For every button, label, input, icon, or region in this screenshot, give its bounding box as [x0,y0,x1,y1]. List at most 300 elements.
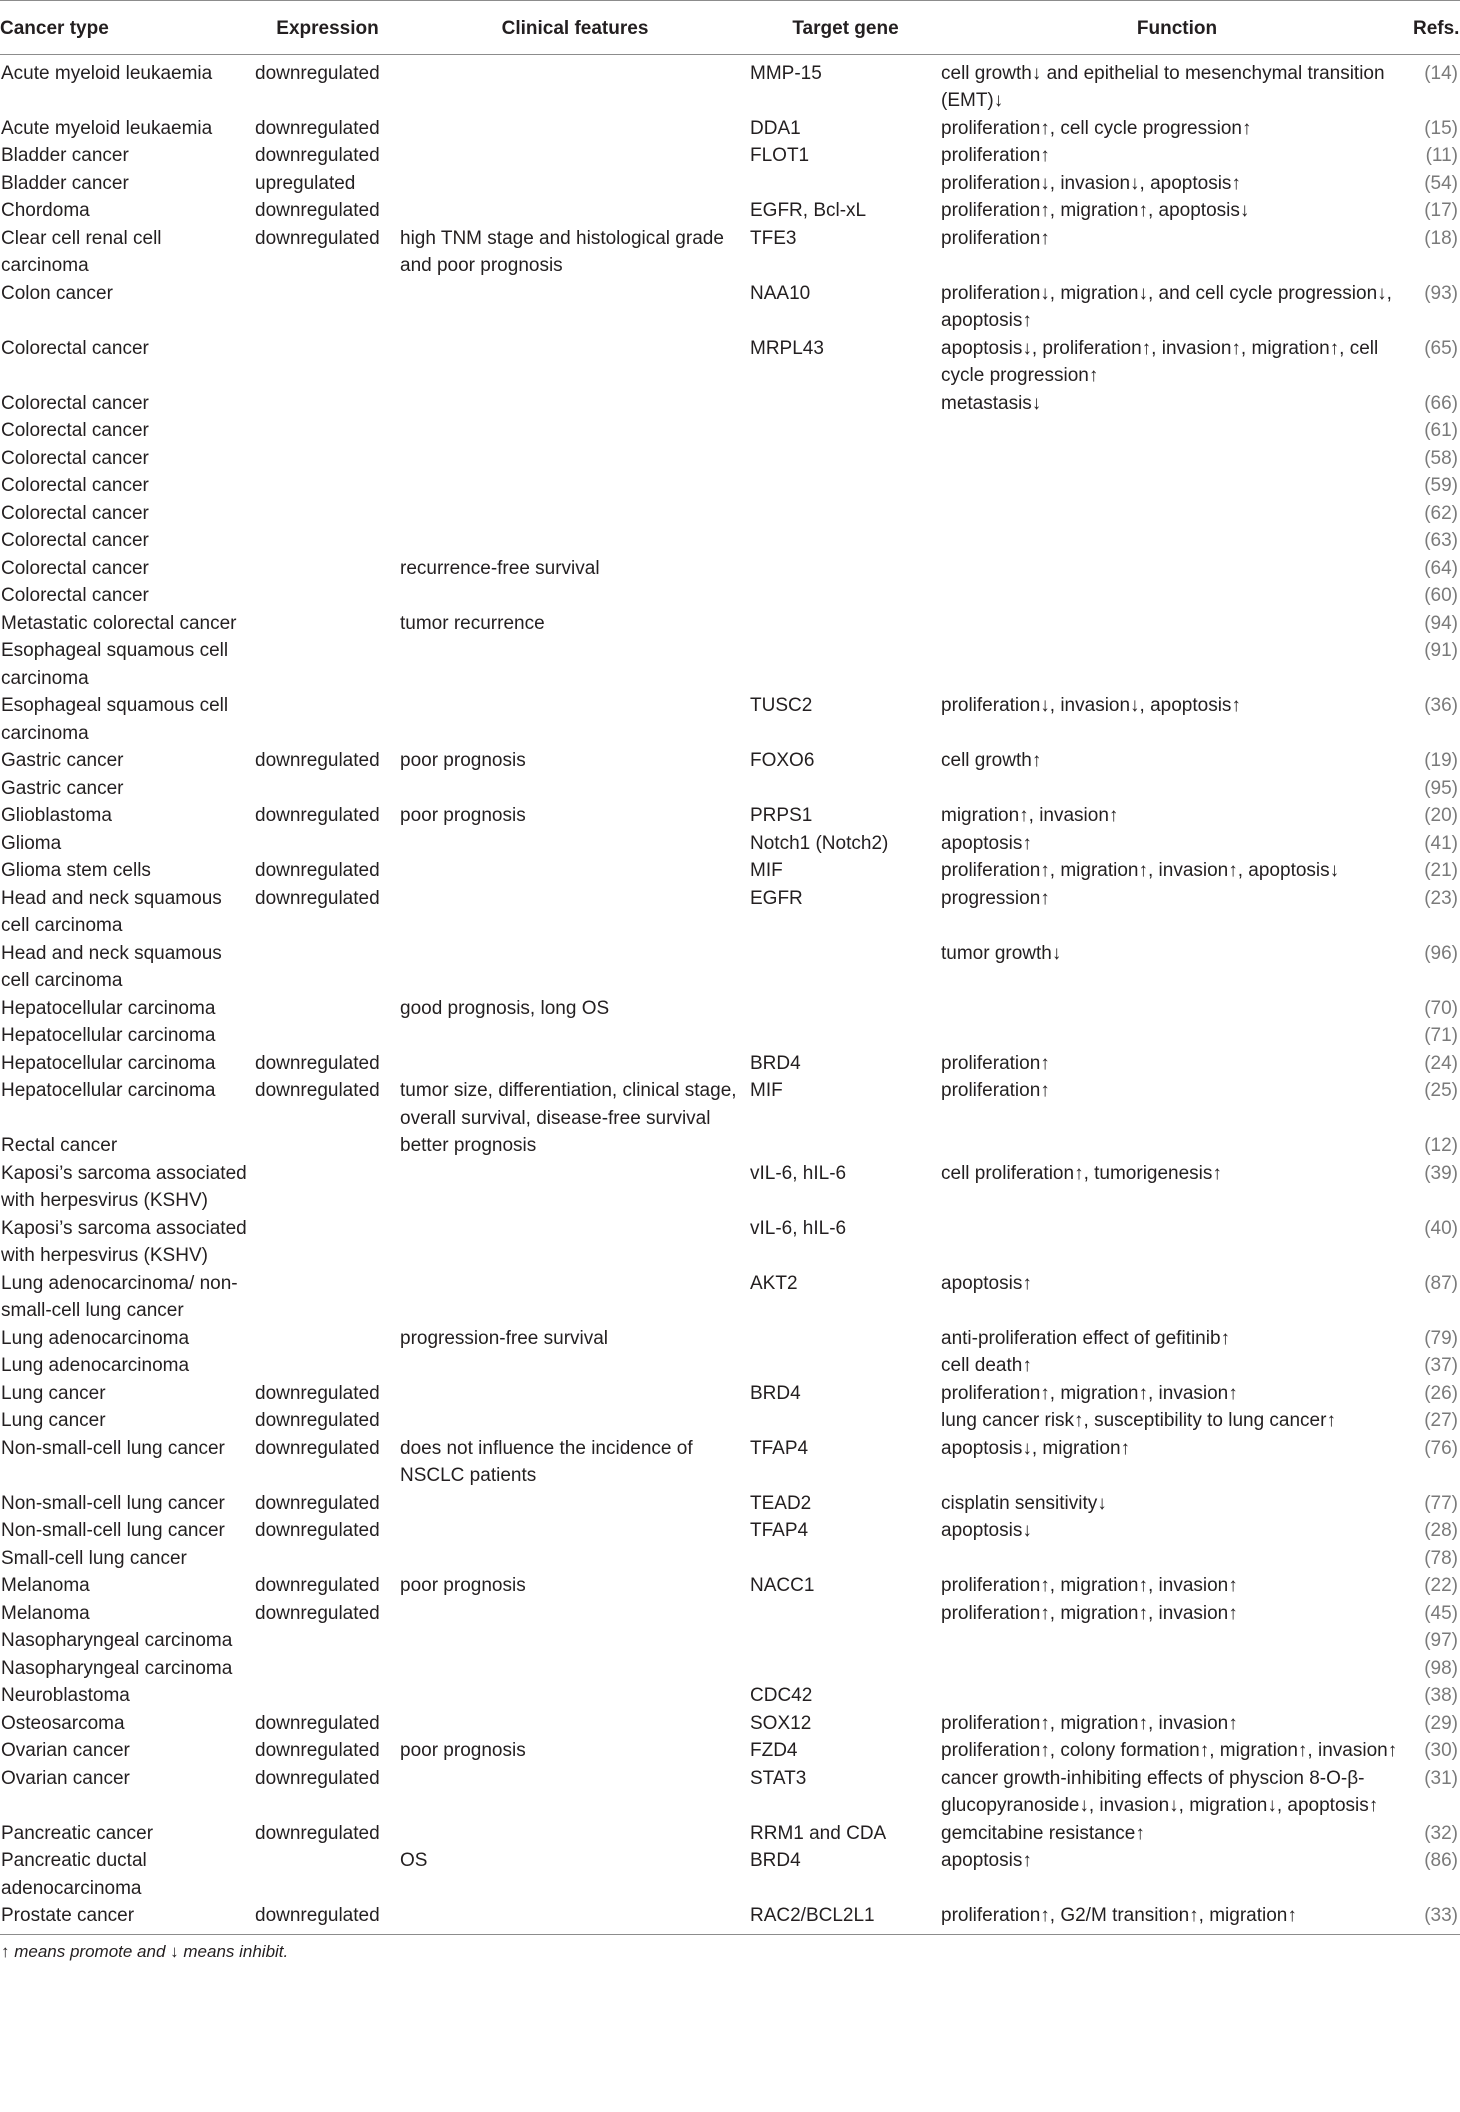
cell-clinical-features: poor prognosis [400,1575,526,1596]
cell-function [941,1545,1413,1573]
cell-target-gene: NAA10 [750,282,811,304]
cell-cancer-type: Glioblastoma [1,805,112,826]
cell-cancer-type: Lung cancer [1,1382,106,1404]
cell-function: proliferation↑, migration↑, invasion↑ [941,1382,1238,1404]
cell-function: proliferation↑, migration↑, invasion↑ [941,1575,1238,1596]
cell-refs: (33) [1424,1905,1458,1926]
table-row [0,1022,1460,1050]
cell-expression [255,555,400,583]
cell-refs: (40) [1424,1217,1458,1239]
table-row [0,54,1460,115]
cell-clinical-features [400,1545,750,1573]
cell-function: proliferation↑, migration↑, apoptosis↓ [941,200,1250,221]
cell-refs: (58) [1424,447,1458,469]
table-row [0,775,1460,803]
cell-function: anti-proliferation effect of gefitinib↑ [941,1327,1231,1349]
cell-refs: (91) [1424,640,1458,661]
cell-target-gene [750,582,941,610]
cell-clinical-features [400,637,750,692]
cell-clinical-features [400,170,750,198]
header-function: Function [941,1,1413,55]
cell-cancer-type: Non-small-cell lung cancer [1,1437,225,1459]
cell-cancer-type: Glioma [1,832,62,854]
cell-refs: (65) [1424,337,1458,359]
table-row [0,1215,1460,1270]
cell-expression [255,830,400,858]
cell-clinical-features [400,280,750,335]
table-row [0,555,1460,583]
cell-function: proliferation↑, colony formation↑, migration↑, invasion↑ [941,1740,1398,1761]
cell-clinical-features [400,857,750,885]
table-header-row [0,1,1460,55]
cell-target-gene [750,1352,941,1380]
table-row [0,500,1460,528]
cell-clinical-features [400,54,750,115]
cell-cancer-type: Small-cell lung cancer [1,1547,187,1569]
cell-clinical-features [400,1600,750,1628]
cell-function: tumor growth↓ [941,942,1062,964]
cell-expression: downregulated [255,1905,380,1926]
cell-function: apoptosis↑ [941,832,1032,854]
cell-expression [255,1215,400,1270]
cell-function [941,1132,1413,1160]
cell-target-gene [750,1022,941,1050]
cell-clinical-features: high TNM stage and histological grade and poor prognosis [400,227,724,276]
cell-refs: (11) [1425,145,1458,166]
header-target-gene: Target gene [750,1,941,55]
cell-cancer-type: Osteosarcoma [1,1712,125,1734]
cell-expression [255,417,400,445]
cell-function: apoptosis↑ [941,1272,1032,1294]
cell-cancer-type: Colorectal cancer [1,502,149,524]
cell-expression: downregulated [255,1602,380,1624]
cell-target-gene [750,995,941,1023]
header-refs: Refs. [1413,1,1460,55]
cell-refs: (45) [1424,1602,1458,1624]
cell-target-gene: TFAP4 [750,1520,809,1541]
table-row [0,1627,1460,1655]
cell-target-gene [750,1545,941,1573]
cell-function: proliferation↑ [941,1080,1050,1101]
cell-expression: downregulated [255,1052,380,1074]
cell-cancer-type: Head and neck squamous cell carcinoma [1,942,222,991]
cell-expression: downregulated [255,1712,380,1734]
cell-refs: (39) [1424,1162,1458,1184]
cell-target-gene: MIF [750,1080,783,1101]
cell-expression: downregulated [255,1575,380,1596]
cell-clinical-features [400,1682,750,1710]
cell-refs: (28) [1424,1520,1458,1541]
cell-clinical-features [400,582,750,610]
cell-refs: (15) [1424,117,1458,139]
cell-clinical-features: OS [400,1850,428,1871]
cell-expression [255,1325,400,1353]
table-row [0,857,1460,885]
cell-cancer-type: Neuroblastoma [1,1685,130,1706]
cell-clinical-features [400,1490,750,1518]
cell-refs: (30) [1424,1740,1458,1761]
cell-expression [255,1132,400,1160]
cell-function [941,472,1413,500]
cell-function: proliferation↓, migration↓, and cell cycle progression↓, apoptosis↑ [941,282,1392,331]
table-row [0,472,1460,500]
cell-cancer-type: Hepatocellular carcinoma [1,997,216,1019]
cell-expression: downregulated [255,117,380,139]
table-row [0,885,1460,940]
cell-refs: (64) [1424,557,1458,579]
cell-refs: (93) [1424,282,1458,304]
cell-function: proliferation↑, migration↑, invasion↑ [941,1602,1238,1624]
cell-refs: (38) [1424,1685,1458,1706]
cell-target-gene [750,637,941,692]
cell-refs: (18) [1424,227,1458,249]
cell-clinical-features: poor prognosis [400,805,526,826]
cell-target-gene: CDC42 [750,1685,813,1706]
cell-target-gene: FLOT1 [750,145,810,166]
cell-function: metastasis↓ [941,392,1042,414]
table-row [0,417,1460,445]
cell-cancer-type: Hepatocellular carcinoma [1,1025,216,1046]
cell-refs: (12) [1424,1135,1458,1156]
cell-function [941,1627,1413,1655]
cell-target-gene [750,1325,941,1353]
cell-cancer-type: Gastric cancer [1,750,124,771]
cell-cancer-type: Bladder cancer [1,145,129,166]
cell-clinical-features [400,1380,750,1408]
cell-clinical-features [400,1215,750,1270]
table-row [0,802,1460,830]
cell-refs: (27) [1424,1410,1458,1431]
cell-cancer-type: Colorectal cancer [1,337,149,359]
cell-function [941,610,1413,638]
cell-cancer-type: Melanoma [1,1575,90,1596]
cell-cancer-type: Rectal cancer [1,1135,118,1156]
cell-refs: (79) [1424,1327,1458,1349]
cell-clinical-features [400,1627,750,1655]
cell-target-gene [750,555,941,583]
table-row [0,225,1460,280]
cell-function: proliferation↑, migration↑, invasion↑ [941,1712,1238,1734]
cell-clinical-features [400,830,750,858]
cell-cancer-type: Colorectal cancer [1,420,149,441]
cell-cancer-type: Nasopharyngeal carcinoma [1,1630,233,1651]
cell-target-gene [750,610,941,638]
cell-target-gene: RRM1 and CDA [750,1822,887,1844]
cell-cancer-type: Kaposi’s sarcoma associated with herpesvirus (KSHV) [1,1217,247,1266]
cell-expression: downregulated [255,1437,380,1459]
cell-function: apoptosis↑ [941,1850,1032,1871]
cell-target-gene: BRD4 [750,1052,801,1074]
cell-target-gene: AKT2 [750,1272,798,1294]
table-row [0,1737,1460,1765]
cell-function: lung cancer risk↑, susceptibility to lung cancer↑ [941,1410,1336,1431]
cell-function: proliferation↓, invasion↓, apoptosis↑ [941,172,1241,194]
cell-target-gene: TFAP4 [750,1437,809,1459]
table-row [0,1077,1460,1132]
cell-expression [255,1160,400,1215]
cell-expression: downregulated [255,1410,380,1431]
cell-clinical-features: progression-free survival [400,1327,609,1349]
cell-target-gene [750,1407,941,1435]
cell-target-gene: EGFR, Bcl-xL [750,200,867,221]
cell-cancer-type: Metastatic colorectal cancer [1,612,237,634]
cell-expression: downregulated [255,805,380,826]
cell-target-gene: EGFR [750,887,803,909]
cell-refs: (94) [1424,612,1458,634]
table-row [0,1160,1460,1215]
cell-refs: (19) [1424,750,1458,771]
cell-cancer-type: Colorectal cancer [1,475,149,496]
cell-cancer-type: Pancreatic cancer [1,1822,154,1844]
cell-function [941,1022,1413,1050]
cell-function: cancer growth-inhibiting effects of physcion 8-O-β-glucopyranoside↓, invasion↓, migration↓, apoptosis↑ [941,1767,1379,1816]
table-row [0,830,1460,858]
cell-cancer-type: Lung adenocarcinoma [1,1355,190,1376]
cell-refs: (98) [1424,1657,1458,1679]
cell-function [941,775,1413,803]
table-row [0,1710,1460,1738]
table-row [0,692,1460,747]
cell-target-gene [750,417,941,445]
cell-expression [255,390,400,418]
cell-target-gene: PRPS1 [750,805,813,826]
table-row [0,1820,1460,1848]
cell-function: cell proliferation↑, tumorigenesis↑ [941,1162,1222,1184]
cell-function: proliferation↑, migration↑, invasion↑, apoptosis↓ [941,860,1340,881]
cell-clinical-features [400,335,750,390]
cell-target-gene [750,1655,941,1683]
cell-refs: (14) [1424,62,1458,84]
table-bottom-rule [0,1934,1460,1935]
cell-clinical-features [400,1352,750,1380]
cell-function: proliferation↑ [941,1052,1050,1074]
cell-target-gene [750,472,941,500]
cell-clinical-features [400,417,750,445]
cell-refs: (97) [1424,1630,1458,1651]
cell-expression [255,775,400,803]
cell-refs: (24) [1424,1052,1458,1074]
cell-function: proliferation↑, G2/M transition↑, migration↑ [941,1905,1297,1926]
cell-refs: (20) [1424,805,1458,826]
cell-cancer-type: Colorectal cancer [1,392,149,414]
cell-cancer-type: Hepatocellular carcinoma [1,1052,216,1074]
table-row [0,445,1460,473]
cell-function: cell growth↑ [941,750,1042,771]
cell-expression: downregulated [255,1740,380,1761]
cell-clinical-features [400,1407,750,1435]
cell-clinical-features [400,1050,750,1078]
cell-clinical-features [400,142,750,170]
cell-refs: (25) [1424,1080,1458,1101]
cell-clinical-features: good prognosis, long OS [400,997,610,1019]
cell-refs: (37) [1424,1355,1458,1376]
cell-target-gene [750,527,941,555]
cell-clinical-features: tumor size, differentiation, clinical stage, overall survival, disease-free survival [400,1080,737,1129]
cell-function [941,417,1413,445]
cell-clinical-features [400,1710,750,1738]
table-row [0,280,1460,335]
cell-expression [255,995,400,1023]
cell-target-gene [750,775,941,803]
cell-function [941,445,1413,473]
cell-expression [255,940,400,995]
table-row [0,197,1460,225]
cell-clinical-features: poor prognosis [400,750,526,771]
table-row [0,1847,1460,1902]
cell-refs: (96) [1424,942,1458,964]
cell-function [941,637,1413,692]
cell-target-gene: vIL-6, hIL-6 [750,1162,847,1184]
cell-clinical-features [400,197,750,225]
cell-target-gene [750,940,941,995]
cell-refs: (61) [1424,420,1458,441]
cell-target-gene: vIL-6, hIL-6 [750,1217,847,1239]
cell-clinical-features [400,885,750,940]
cell-target-gene [750,1600,941,1628]
cell-function [941,995,1413,1023]
table-row [0,142,1460,170]
cell-cancer-type: Melanoma [1,1602,90,1624]
table-row [0,1050,1460,1078]
cell-clinical-features [400,1820,750,1848]
table-row [0,390,1460,418]
table-row [0,1380,1460,1408]
table-body [0,54,1460,1930]
table-row [0,1270,1460,1325]
cell-expression [255,500,400,528]
cell-cancer-type: Colorectal cancer [1,530,149,551]
cell-target-gene: BRD4 [750,1850,801,1871]
cell-function: migration↑, invasion↑ [941,805,1119,826]
cell-refs: (62) [1424,502,1458,524]
cell-clinical-features [400,692,750,747]
cell-target-gene: TUSC2 [750,695,813,716]
cell-refs: (71) [1424,1025,1458,1046]
cell-target-gene [750,1132,941,1160]
cell-cancer-type: Glioma stem cells [1,860,151,881]
cell-function [941,582,1413,610]
cell-expression [255,1627,400,1655]
cell-clinical-features [400,1160,750,1215]
cell-refs: (78) [1424,1547,1458,1569]
cell-target-gene [750,500,941,528]
cell-cancer-type: Prostate cancer [1,1905,135,1926]
cell-expression: downregulated [255,1767,380,1789]
cell-refs: (77) [1424,1492,1458,1514]
table-row [0,170,1460,198]
cell-target-gene: DDA1 [750,117,801,139]
cell-expression [255,1022,400,1050]
cell-clinical-features [400,115,750,143]
cell-clinical-features [400,527,750,555]
table-row [0,1407,1460,1435]
table-row [0,1352,1460,1380]
cell-expression: upregulated [255,172,356,194]
cell-function [941,1215,1413,1270]
cell-clinical-features [400,1655,750,1683]
cell-target-gene: SOX12 [750,1712,812,1734]
cell-target-gene: MIF [750,860,783,881]
cell-refs: (17) [1424,200,1458,221]
cell-clinical-features [400,472,750,500]
cell-expression [255,692,400,747]
cell-clinical-features: poor prognosis [400,1740,526,1761]
cell-expression: downregulated [255,887,380,909]
cell-cancer-type: Non-small-cell lung cancer [1,1492,225,1514]
cell-cancer-type: Kaposi’s sarcoma associated with herpesvirus (KSHV) [1,1162,247,1211]
table-row [0,582,1460,610]
cell-cancer-type: Ovarian cancer [1,1740,130,1761]
cell-target-gene: MMP-15 [750,62,822,84]
cell-refs: (41) [1424,832,1458,854]
cell-cancer-type: Non-small-cell lung cancer [1,1520,225,1541]
cell-expression [255,1682,400,1710]
cell-expression: downregulated [255,750,380,771]
cell-target-gene: FOXO6 [750,750,815,771]
cell-expression: downregulated [255,62,380,84]
cell-function: cell death↑ [941,1355,1032,1376]
cell-expression [255,582,400,610]
table-row [0,940,1460,995]
cell-cancer-type: Lung cancer [1,1410,106,1431]
cell-expression: downregulated [255,200,380,221]
cell-cancer-type: Colorectal cancer [1,557,149,579]
cell-refs: (26) [1424,1382,1458,1404]
cell-clinical-features [400,445,750,473]
cell-cancer-type: Gastric cancer [1,777,124,799]
cell-cancer-type: Ovarian cancer [1,1767,130,1789]
cell-refs: (59) [1424,475,1458,496]
cell-expression: downregulated [255,1492,380,1514]
cell-target-gene [750,445,941,473]
table-row [0,1545,1460,1573]
cell-refs: (29) [1424,1712,1458,1734]
cell-function: proliferation↑, cell cycle progression↑ [941,117,1252,139]
cell-clinical-features [400,775,750,803]
cell-refs: (21) [1424,860,1458,881]
cell-target-gene: BRD4 [750,1382,801,1404]
cell-cancer-type: Colorectal cancer [1,447,149,469]
table-row [0,1132,1460,1160]
table-row [0,637,1460,692]
table-row [0,1682,1460,1710]
cell-cancer-type: Hepatocellular carcinoma [1,1080,216,1101]
cell-clinical-features [400,1765,750,1820]
cell-expression: downregulated [255,1520,380,1541]
table-row [0,610,1460,638]
cell-refs: (36) [1424,695,1458,716]
table-row [0,747,1460,775]
cell-refs: (66) [1424,392,1458,414]
cell-clinical-features: recurrence-free survival [400,557,600,579]
table-row [0,1572,1460,1600]
cell-clinical-features: tumor recurrence [400,612,545,634]
cell-target-gene [750,170,941,198]
cell-function: proliferation↑ [941,145,1050,166]
cell-cancer-type: Nasopharyngeal carcinoma [1,1657,233,1679]
cell-target-gene [750,1627,941,1655]
cell-function: apoptosis↓ [941,1520,1032,1541]
table-row [0,1325,1460,1353]
table-row [0,1435,1460,1490]
header-expression: Expression [255,1,400,55]
cell-function [941,500,1413,528]
cell-refs: (63) [1424,530,1458,551]
cell-expression [255,1655,400,1683]
cell-cancer-type: Acute myeloid leukaemia [1,62,213,84]
cell-refs: (70) [1424,997,1458,1019]
cell-expression [255,335,400,390]
